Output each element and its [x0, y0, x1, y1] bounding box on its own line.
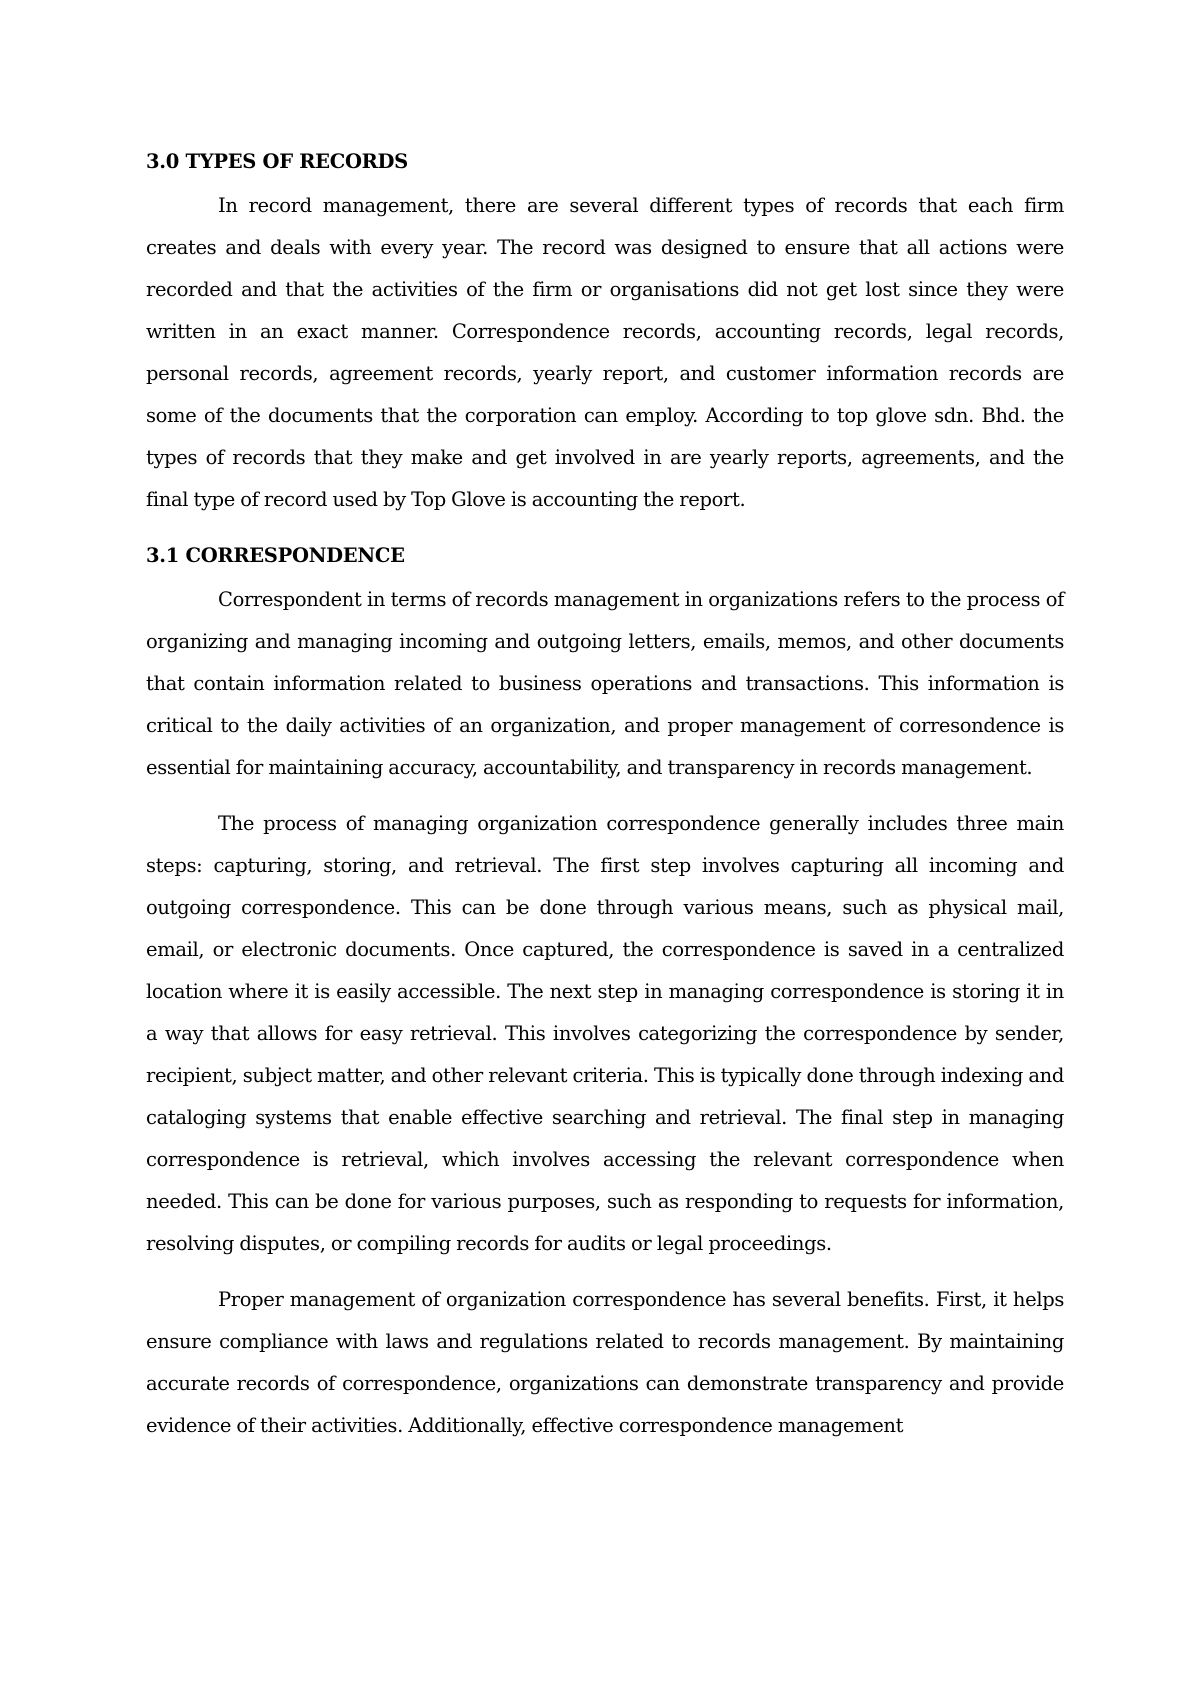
paragraph-correspondence-definition: Correspondent in terms of records management in organizations refers to the process of organizing and managing incoming and outgoing letters, emails, memos, and other documents that contain information related to business operations and transactions. This information is critical to the daily activities of an organization, and proper management of corresondence is essential for maintaining accuracy, accountability, and transparency in records management.: [146, 588, 1064, 779]
paragraph-correspondence-benefits: Proper management of organization correspondence has several benefits. First, it helps ensure compliance with laws and regulations related to records management. By maintaining accurate records of correspondence, organizations can demonstrate transparency and provide evidence of their activities. Additionally, effective correspondence management: [146, 1288, 1064, 1437]
section-heading-correspondence: 3.1 CORRESPONDENCE: [146, 544, 405, 567]
paragraph-correspondence-process: The process of managing organization correspondence generally includes three main steps: capturing, storing, and retrieval. The first step involves capturing all incoming and outgoing correspondence. This can be done through various means, such as physical mail, email, or electronic documents. Once captured, the correspondence is saved in a centralized location where it is easily accessible. The next step in managing correspondence is storing it in a way that allows for easy retrieval. This involves categorizing the correspondence by sender, recipient, subject matter, and other relevant criteria. This is typically done through indexing and cataloging systems that enable effective searching and retrieval. The final step in managing correspondence is retrieval, which involves accessing the relevant correspondence when needed. This can be done for various purposes, such as responding to requests for information, resolving disputes, or compiling records for audits or legal proceedings.: [146, 812, 1064, 1255]
page-content: [146, 141, 1064, 1461]
section-heading-types-of-records: 3.0 TYPES OF RECORDS: [146, 150, 408, 173]
paragraph-types-of-records: In record management, there are several different types of records that each firm creates and deals with every year. The record was designed to ensure that all actions were recorded and that the activities of the firm or organisations did not get lost since they were written in an exact manner. Correspondence records, accounting records, legal records, personal records, agreement records, yearly report, and customer information records are some of the documents that the corporation can employ. According to top glove sdn. Bhd. the types of records that they make and get involved in are yearly reports, agreements, and the final type of record used by Top Glove is accounting the report.: [146, 194, 1064, 511]
